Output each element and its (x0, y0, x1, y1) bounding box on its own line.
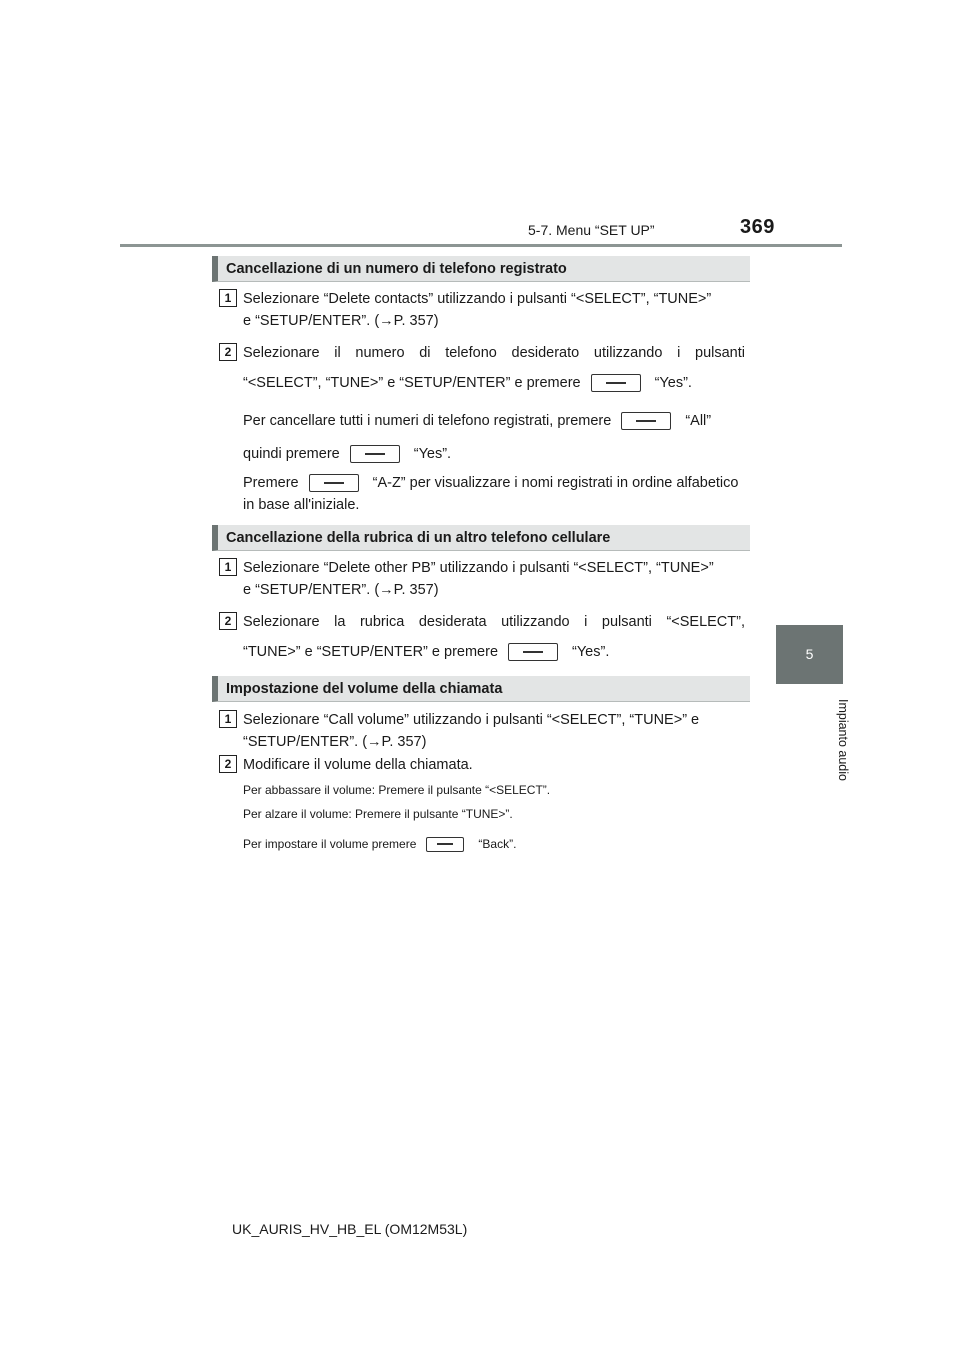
step-text: in base all'iniziale. (243, 497, 360, 513)
page-number: 369 (740, 216, 775, 238)
step-text: “SETUP/ENTER”. (→P. 357) (243, 734, 427, 750)
step-number: 2 (219, 612, 237, 630)
chapter-number: 5 (805, 646, 814, 662)
step-text: Selezionare “Delete other PB” utilizzando i pulsanti “<SELECT”, “TUNE>” (243, 560, 714, 576)
step-text: quindi premere (243, 446, 340, 462)
document-code: UK_AURIS_HV_HB_EL (OM12M53L) (232, 1221, 468, 1237)
step-number: 2 (219, 755, 237, 773)
section-heading-delete-number: Cancellazione di un numero di telefono registrato (212, 256, 750, 282)
step-text: “Yes”. (572, 644, 610, 660)
step-note: “Back”. (478, 837, 517, 851)
step-number: 1 (219, 710, 237, 728)
step-text: “Yes”. (654, 375, 692, 391)
softkey-button-icon (350, 445, 400, 463)
section-heading-delete-phonebook: Cancellazione della rubrica di un altro telefono cellulare (212, 525, 750, 551)
step-text: Per cancellare tutti i numeri di telefono registrati, premere (243, 413, 612, 429)
step-text-line (243, 472, 738, 494)
step-text: Premere (243, 475, 299, 491)
step-text: Selezionare il numero di telefono desiderato utilizzando i pulsanti (243, 345, 745, 361)
chapter-label: Impianto audio (836, 698, 850, 781)
step-note: Per alzare il volume: Premere il pulsante “TUNE>”. (243, 807, 513, 821)
step-text-line (243, 443, 451, 465)
step-number: 1 (219, 558, 237, 576)
header-divider (120, 244, 842, 247)
step-text: Selezionare la rubrica desiderata utilizzando i pulsanti “<SELECT”, (243, 614, 745, 630)
step-text: “A-Z” per visualizzare i nomi registrati in ordine alfabetico (372, 475, 739, 491)
step-note-line (243, 836, 516, 852)
step-text-line (243, 641, 609, 663)
step-text: “<SELECT”, “TUNE>” e “SETUP/ENTER” e premere (243, 375, 581, 391)
step-text-line (243, 410, 711, 432)
step-text: Selezionare “Call volume” utilizzando i pulsanti “<SELECT”, “TUNE>” e (243, 712, 700, 728)
step-text: “Yes”. (413, 446, 452, 462)
step-text: Selezionare “Delete contacts” utilizzando i pulsanti “<SELECT”, “TUNE>” (243, 291, 712, 307)
softkey-button-icon (591, 374, 641, 392)
softkey-button-icon (508, 643, 558, 661)
softkey-button-icon (426, 837, 464, 852)
step-number: 2 (219, 343, 237, 361)
section-breadcrumb: 5-7. Menu “SET UP” (528, 222, 655, 238)
section-heading-call-volume: Impostazione del volume della chiamata (212, 676, 750, 702)
step-note: Per abbassare il volume: Premere il pulsante “<SELECT”. (243, 783, 551, 797)
softkey-button-icon (309, 474, 359, 492)
step-text: Modificare il volume della chiamata. (243, 757, 473, 773)
chapter-tab (776, 625, 843, 684)
step-text: “TUNE>” e “SETUP/ENTER” e premere (243, 644, 499, 660)
softkey-button-icon (621, 412, 671, 430)
step-number: 1 (219, 289, 237, 307)
step-note: Per impostare il volume premere (243, 837, 417, 851)
step-text: e “SETUP/ENTER”. (→P. 357) (243, 582, 439, 598)
step-text: e “SETUP/ENTER”. (→P. 357) (243, 313, 439, 329)
step-text-line (243, 372, 692, 394)
step-text: “All” (685, 413, 712, 429)
